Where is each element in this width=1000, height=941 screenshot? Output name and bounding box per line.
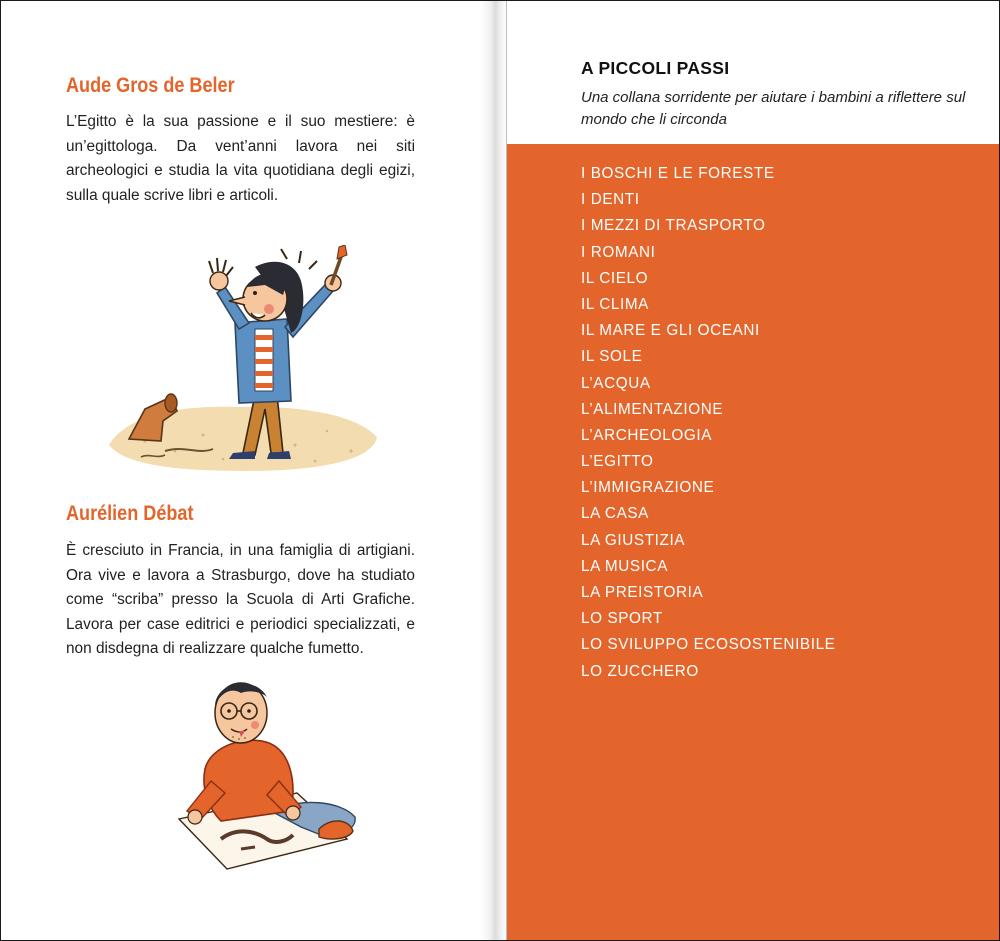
series-title-item: I MEZZI DI TRASPORTO	[581, 217, 766, 235]
series-title-item: IL CLIMA	[581, 295, 649, 313]
left-page	[1, 1, 481, 940]
series-title-item: LA GIUSTIZIA	[581, 531, 686, 549]
series-title-item: LA CASA	[581, 505, 649, 523]
series-title-item: LO SPORT	[581, 610, 663, 628]
series-title: A PICCOLI PASSI	[581, 58, 730, 78]
series-title-item: L’ACQUA	[581, 374, 651, 392]
series-title-item: LO ZUCCHERO	[581, 662, 699, 680]
series-title-item: L’EGITTO	[581, 453, 654, 471]
series-title-item: I ROMANI	[581, 243, 656, 261]
author-name-aurelien: Aurélien Débat	[66, 502, 194, 525]
series-titles-panel	[507, 144, 999, 940]
series-title-item: LO SVILUPPO ECOSOSTENIBILE	[581, 636, 836, 654]
series-title-item: LA PREISTORIA	[581, 584, 704, 601]
archaeologist-woman-illustration	[105, 245, 381, 473]
series-title-item: I BOSCHI E LE FORESTE	[581, 165, 775, 182]
series-title-item: IL SOLE	[581, 348, 643, 366]
right-page	[507, 1, 999, 940]
series-title-item: IL CIELO	[581, 269, 649, 287]
series-title-item: LA MUSICA	[581, 557, 669, 575]
series-title-item: L’IMMIGRAZIONE	[581, 479, 715, 497]
illustrator-man-illustration	[151, 671, 383, 873]
author-name-aude: Aude Gros de Beler	[66, 74, 235, 97]
series-subtitle: Una collana sorridente per aiutare i bambini a riflettere sul mondo che li circonda	[581, 89, 966, 128]
author-bio-aude: L’Egitto è la sua passione e il suo mestiere: è un’egittologa. Da vent’anni lavora nei siti archeologici e studia la vita quotidiana degli egizi, sulla quale scrive libri e articoli.	[66, 113, 415, 204]
book-gutter	[481, 1, 507, 940]
series-title-item: L’ALIMENTAZIONE	[581, 400, 724, 418]
series-title-item: IL MARE E GLI OCEANI	[581, 322, 760, 340]
series-title-item: L’ARCHEOLOGIA	[581, 426, 713, 444]
series-titles-list	[581, 161, 835, 685]
series-title-item: I DENTI	[581, 191, 640, 209]
author-bio-aurelien: È cresciuto in Francia, in una famiglia di artigiani. Ora vive e lavora a Strasburgo, dove ha studiato come “scriba” presso la Scuola di Arti Grafiche. Lavora per case editrici e periodici specializzati, e non disdegna di realizzare qualche fumetto.	[66, 542, 415, 657]
